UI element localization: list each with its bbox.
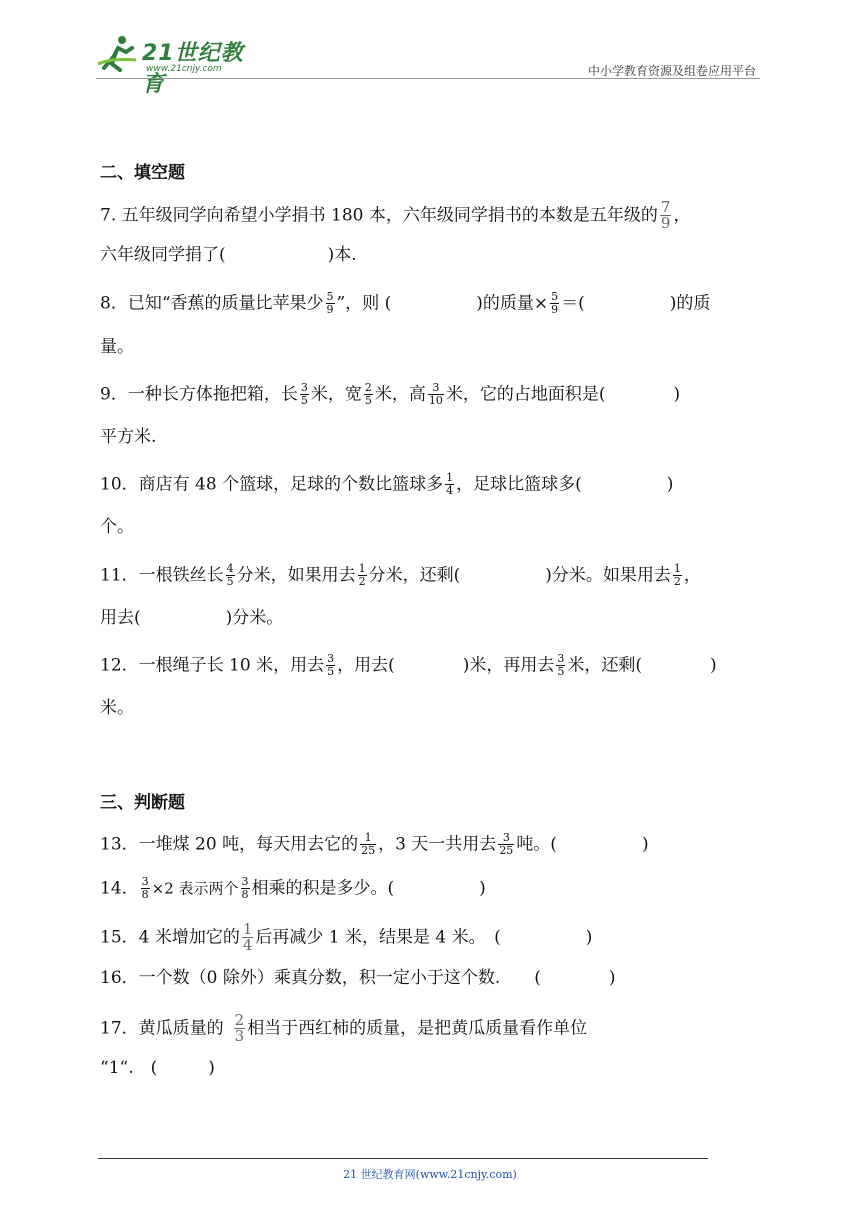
- fraction: $\frac{3}{8}$: [141, 875, 149, 901]
- question-14: 14． $\frac{3}{8}$ ×2 表示两个 $\frac{3}{8}$ 相乘的积是多少。( ): [100, 875, 486, 901]
- runner-icon: [96, 34, 140, 74]
- question-10-line-1: 10．商店有 48 个篮球，足球的个数比篮球多 $\frac{1}{4}$ ，足球比篮球多( ): [100, 471, 674, 497]
- fraction: $\frac{3}{5}$: [557, 652, 565, 678]
- fraction: $\frac{7}{9}$: [660, 198, 671, 232]
- fraction: $\frac{3}{25}$: [499, 831, 514, 857]
- question-11-line-2: 用去( )分米。: [100, 608, 284, 628]
- logo-text: 21世纪教育: [142, 41, 244, 97]
- fraction: $\frac{1}{25}$: [361, 831, 376, 857]
- fraction: $\frac{3}{5}$: [327, 652, 335, 678]
- page-header: [0, 0, 860, 97]
- fraction: $\frac{3}{5}$: [300, 381, 308, 407]
- fraction: $\frac{5}{9}$: [326, 290, 334, 316]
- question-8-line-2: 量。: [100, 337, 134, 357]
- header-divider: [96, 78, 760, 79]
- question-9-line-2: 平方米.: [100, 427, 157, 447]
- fraction: $\frac{1}{2}$: [358, 562, 366, 588]
- question-7-line-2: 六年级同学捐了( )本.: [100, 245, 357, 265]
- site-logo: [96, 34, 266, 97]
- fraction: $\frac{2}{5}$: [364, 381, 372, 407]
- question-9-line-1: 9．一种长方体拖把箱，长 $\frac{3}{5}$ 米，宽 $\frac{2}{5}$ 米，高 $\frac{3}{10}$ 米，它的占地面积是( ): [100, 381, 681, 407]
- header-tagline: 中小学教育资源及组卷应用平台: [587, 64, 756, 78]
- fraction: $\frac{1}{4}$: [242, 920, 253, 954]
- fraction: $\frac{1}{4}$: [446, 471, 454, 497]
- footer-divider: [98, 1158, 708, 1159]
- question-12-line-1: 12．一根绳子长 10 米，用去 $\frac{3}{5}$ ，用去( )米，再用去 $\frac{3}{5}$ 米，还剩( ): [100, 652, 717, 678]
- question-7-line-1: 7. 五年级同学向希望小学捐书 180 本，六年级同学捐书的本数是五年级的 $\frac{7}{9}$ ，: [100, 198, 691, 232]
- question-17-line-1: 17．黄瓜质量的 $\frac{2}{3}$ 相当于西红柿的质量，是把黄瓜质量看作单位: [100, 1011, 588, 1045]
- fraction: $\frac{3}{10}$: [428, 381, 443, 407]
- page-footer: 21 世纪教育网(www.21cnjy.com): [343, 1168, 517, 1181]
- fraction: $\frac{2}{3}$: [234, 1011, 245, 1045]
- section-title-fill-blank: 二、填空题: [100, 163, 185, 183]
- fraction: $\frac{3}{8}$: [241, 875, 249, 901]
- question-8-line-1: 8．已知“香蕉的质量比苹果少 $\frac{5}{9}$ ”，则 ( )的质量× $\frac{5}{9}$ ＝( )的质: [100, 290, 711, 316]
- question-16: 16．一个数（0 除外）乘真分数，积一定小于这个数. ( ): [100, 968, 616, 988]
- fraction: $\frac{4}{5}$: [226, 562, 234, 588]
- question-11-line-1: 11．一根铁丝长 $\frac{4}{5}$ 分米，如果用去 $\frac{1}{2}$ 分米，还剩( )分米。如果用去 $\frac{1}{2}$ ，: [100, 562, 701, 588]
- question-13: 13．一堆煤 20 吨，每天用去它的 $\frac{1}{25}$ ，3 天一共用去 $\frac{3}{25}$ 吨。( ): [100, 831, 649, 857]
- question-12-line-2: 米。: [100, 698, 134, 718]
- question-10-line-2: 个。: [100, 517, 134, 537]
- fraction: $\frac{5}{9}$: [551, 290, 559, 316]
- logo-url: www.21cnjy.com: [146, 64, 222, 74]
- question-15: 15．4 米增加它的 $\frac{1}{4}$ 后再减少 1 米，结果是 4 米。 ( ): [100, 920, 593, 954]
- question-17-line-2: “1“. ( ): [100, 1058, 215, 1078]
- fraction: $\frac{1}{2}$: [673, 562, 681, 588]
- section-title-true-false: 三、判断题: [100, 793, 185, 813]
